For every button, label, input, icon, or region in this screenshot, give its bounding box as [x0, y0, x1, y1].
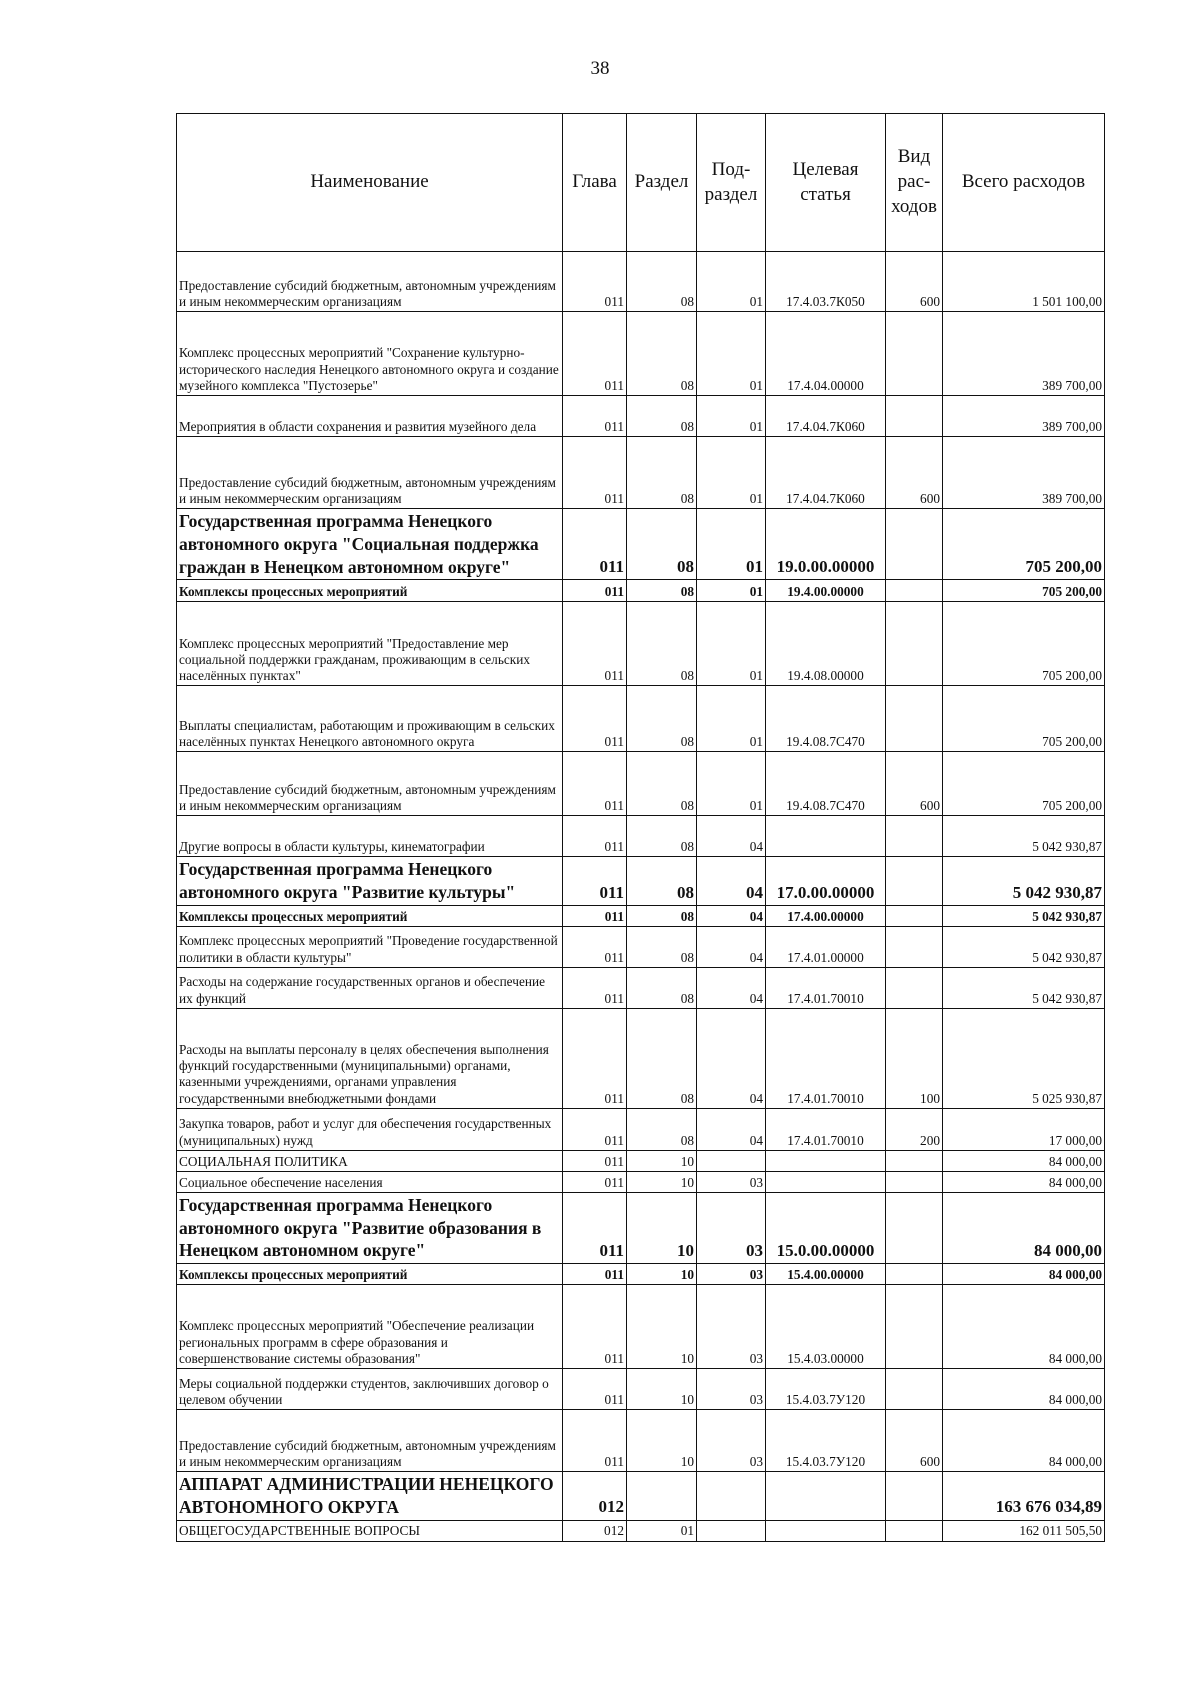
- row-glava: 011: [563, 580, 627, 602]
- row-vid: [886, 1192, 943, 1263]
- table-row: [177, 1410, 1105, 1472]
- row-statya: 15.4.03.7У120: [766, 1369, 886, 1410]
- row-glava: 012: [563, 1520, 627, 1541]
- table-row: [177, 752, 1105, 816]
- row-name: Предоставление субсидий бюджетным, автономным учреждениям и иным некоммерческим организациям: [177, 252, 563, 312]
- row-total: 84 000,00: [943, 1150, 1105, 1171]
- row-podrazdel: 03: [697, 1171, 766, 1192]
- row-glava: 011: [563, 396, 627, 437]
- row-glava: 011: [563, 686, 627, 752]
- row-total: 84 000,00: [943, 1410, 1105, 1472]
- table-row: [177, 509, 1105, 580]
- row-total: 705 200,00: [943, 686, 1105, 752]
- row-total: 705 200,00: [943, 752, 1105, 816]
- row-podrazdel: 01: [697, 437, 766, 509]
- row-total: 84 000,00: [943, 1285, 1105, 1369]
- row-name: ОБЩЕГОСУДАРСТВЕННЫЕ ВОПРОСЫ: [177, 1520, 563, 1541]
- row-name: Предоставление субсидий бюджетным, автономным учреждениям и иным некоммерческим организациям: [177, 437, 563, 509]
- row-podrazdel: 01: [697, 252, 766, 312]
- table-row: [177, 1150, 1105, 1171]
- row-razdel: 10: [627, 1285, 697, 1369]
- row-glava: 011: [563, 752, 627, 816]
- row-name: Предоставление субсидий бюджетным, автономным учреждениям и иным некоммерческим организациям: [177, 752, 563, 816]
- column-header-glava: Глава: [563, 114, 627, 252]
- row-total: 389 700,00: [943, 396, 1105, 437]
- row-glava: 011: [563, 602, 627, 686]
- row-statya: 17.4.01.70010: [766, 1008, 886, 1108]
- table-row: [177, 602, 1105, 686]
- row-total: 1 501 100,00: [943, 252, 1105, 312]
- row-podrazdel: 01: [697, 752, 766, 816]
- row-total: 5 025 930,87: [943, 1008, 1105, 1108]
- row-vid: [886, 816, 943, 857]
- table-row: [177, 1264, 1105, 1285]
- row-razdel: 08: [627, 509, 697, 580]
- row-vid: [886, 1520, 943, 1541]
- row-glava: 011: [563, 1369, 627, 1410]
- row-vid: 600: [886, 252, 943, 312]
- row-statya: 19.4.08.7С470: [766, 752, 886, 816]
- row-glava: 011: [563, 1171, 627, 1192]
- table-row: [177, 252, 1105, 312]
- table-row: [177, 312, 1105, 396]
- row-vid: [886, 312, 943, 396]
- row-name: Расходы на выплаты персоналу в целях обеспечения выполнения функций государственными (муниципальными) органами, казенными учреждениями, органами управления государственными внебюджетными фондами: [177, 1008, 563, 1108]
- row-podrazdel: 04: [697, 926, 766, 967]
- row-statya: 17.4.01.00000: [766, 926, 886, 967]
- row-podrazdel: 04: [697, 905, 766, 926]
- row-glava: 011: [563, 905, 627, 926]
- table-row: [177, 437, 1105, 509]
- row-razdel: 08: [627, 1008, 697, 1108]
- row-total: 389 700,00: [943, 312, 1105, 396]
- row-statya: 17.4.01.70010: [766, 967, 886, 1008]
- row-vid: [886, 509, 943, 580]
- row-statya: 17.4.04.00000: [766, 312, 886, 396]
- row-statya: 19.4.08.00000: [766, 602, 886, 686]
- column-header-podrazdel: Под-раздел: [697, 114, 766, 252]
- row-statya: [766, 1150, 886, 1171]
- row-total: 84 000,00: [943, 1171, 1105, 1192]
- row-glava: 011: [563, 1192, 627, 1263]
- row-podrazdel: 03: [697, 1264, 766, 1285]
- row-vid: [886, 396, 943, 437]
- row-glava: 011: [563, 1410, 627, 1472]
- row-name: Расходы на содержание государственных органов и обеспечение их функций: [177, 967, 563, 1008]
- column-header-name: Наименование: [177, 114, 563, 252]
- row-razdel: 10: [627, 1150, 697, 1171]
- row-name: Социальное обеспечение населения: [177, 1171, 563, 1192]
- row-glava: 011: [563, 1264, 627, 1285]
- column-header-total: Всего расходов: [943, 114, 1105, 252]
- row-glava: 011: [563, 1008, 627, 1108]
- row-vid: [886, 1285, 943, 1369]
- row-statya: 19.0.00.00000: [766, 509, 886, 580]
- row-name: Выплаты специалистам, работающим и проживающим в сельских населённых пунктах Ненецкого автономного округа: [177, 686, 563, 752]
- row-podrazdel: 01: [697, 602, 766, 686]
- row-vid: [886, 1472, 943, 1521]
- row-razdel: 08: [627, 816, 697, 857]
- row-podrazdel: 01: [697, 509, 766, 580]
- row-total: 5 042 930,87: [943, 926, 1105, 967]
- row-total: 705 200,00: [943, 509, 1105, 580]
- table-row: [177, 905, 1105, 926]
- row-name: Комплекс процессных мероприятий "Предоставление мер социальной поддержки гражданам, проживающим в сельских населённых пунктах": [177, 602, 563, 686]
- table-row: [177, 926, 1105, 967]
- row-vid: [886, 1171, 943, 1192]
- row-statya: 19.4.08.7С470: [766, 686, 886, 752]
- row-name: Мероприятия в области сохранения и развития музейного дела: [177, 396, 563, 437]
- row-podrazdel: [697, 1150, 766, 1171]
- row-razdel: 08: [627, 967, 697, 1008]
- row-glava: 011: [563, 926, 627, 967]
- row-statya: 15.0.00.00000: [766, 1192, 886, 1263]
- row-razdel: 08: [627, 926, 697, 967]
- row-statya: 17.4.04.7К060: [766, 396, 886, 437]
- row-razdel: 10: [627, 1171, 697, 1192]
- row-podrazdel: 03: [697, 1192, 766, 1263]
- table-row: [177, 1171, 1105, 1192]
- row-podrazdel: 03: [697, 1285, 766, 1369]
- row-glava: 011: [563, 1108, 627, 1150]
- row-vid: 600: [886, 752, 943, 816]
- row-statya: 17.4.01.70010: [766, 1108, 886, 1150]
- row-name: Меры социальной поддержки студентов, заключивших договор о целевом обучении: [177, 1369, 563, 1410]
- table-row: [177, 580, 1105, 602]
- row-statya: 17.4.03.7К050: [766, 252, 886, 312]
- row-vid: 100: [886, 1008, 943, 1108]
- row-total: 17 000,00: [943, 1108, 1105, 1150]
- table-row: [177, 1285, 1105, 1369]
- row-vid: [886, 905, 943, 926]
- row-name: СОЦИАЛЬНАЯ ПОЛИТИКА: [177, 1150, 563, 1171]
- row-podrazdel: 04: [697, 1008, 766, 1108]
- table-row: [177, 857, 1105, 906]
- row-name: Комплекс процессных мероприятий "Проведение государственной политики в области культуры": [177, 926, 563, 967]
- column-header-razdel: Раздел: [627, 114, 697, 252]
- row-total: 5 042 930,87: [943, 905, 1105, 926]
- row-razdel: [627, 1472, 697, 1521]
- row-name: Комплексы процессных мероприятий: [177, 905, 563, 926]
- row-statya: 15.4.03.7У120: [766, 1410, 886, 1472]
- row-statya: 15.4.03.00000: [766, 1285, 886, 1369]
- row-vid: [886, 1150, 943, 1171]
- table-row: [177, 1108, 1105, 1150]
- row-glava: 012: [563, 1472, 627, 1521]
- row-podrazdel: 01: [697, 396, 766, 437]
- row-name: Комплекс процессных мероприятий "Обеспечение реализации региональных программ в сфере образования и совершенствование системы образования": [177, 1285, 563, 1369]
- row-name: Закупка товаров, работ и услуг для обеспечения государственных (муниципальных) нужд: [177, 1108, 563, 1150]
- row-razdel: 08: [627, 437, 697, 509]
- table-row: [177, 816, 1105, 857]
- row-razdel: 08: [627, 312, 697, 396]
- row-razdel: 10: [627, 1410, 697, 1472]
- row-podrazdel: 03: [697, 1369, 766, 1410]
- row-podrazdel: 03: [697, 1410, 766, 1472]
- row-podrazdel: 01: [697, 580, 766, 602]
- row-vid: 600: [886, 437, 943, 509]
- table-row: [177, 686, 1105, 752]
- row-razdel: 10: [627, 1192, 697, 1263]
- row-razdel: 08: [627, 252, 697, 312]
- row-statya: [766, 816, 886, 857]
- row-total: 162 011 505,50: [943, 1520, 1105, 1541]
- row-razdel: 10: [627, 1369, 697, 1410]
- row-total: 705 200,00: [943, 580, 1105, 602]
- row-vid: [886, 686, 943, 752]
- row-glava: 011: [563, 252, 627, 312]
- row-razdel: 08: [627, 752, 697, 816]
- row-razdel: 01: [627, 1520, 697, 1541]
- table-row: [177, 396, 1105, 437]
- row-razdel: 08: [627, 857, 697, 906]
- page-number: 38: [590, 58, 610, 79]
- row-vid: [886, 857, 943, 906]
- row-statya: [766, 1520, 886, 1541]
- row-name: АППАРАТ АДМИНИСТРАЦИИ НЕНЕЦКОГО АВТОНОМНОГО ОКРУГА: [177, 1472, 563, 1521]
- row-vid: [886, 967, 943, 1008]
- row-glava: 011: [563, 312, 627, 396]
- row-name: Государственная программа Ненецкого автономного округа "Социальная поддержка граждан в Ненецком автономном округе": [177, 509, 563, 580]
- table-row: [177, 1008, 1105, 1108]
- row-glava: 011: [563, 816, 627, 857]
- row-vid: 200: [886, 1108, 943, 1150]
- column-header-statya: Целевая статья: [766, 114, 886, 252]
- row-total: 84 000,00: [943, 1369, 1105, 1410]
- row-podrazdel: [697, 1472, 766, 1521]
- row-total: 5 042 930,87: [943, 816, 1105, 857]
- row-statya: 17.4.00.00000: [766, 905, 886, 926]
- row-statya: 17.4.04.7К060: [766, 437, 886, 509]
- row-total: 389 700,00: [943, 437, 1105, 509]
- row-statya: 19.4.00.00000: [766, 580, 886, 602]
- row-razdel: 08: [627, 1108, 697, 1150]
- row-glava: 011: [563, 967, 627, 1008]
- row-total: 705 200,00: [943, 602, 1105, 686]
- row-razdel: 08: [627, 580, 697, 602]
- table-row: [177, 1192, 1105, 1263]
- row-name: Комплексы процессных мероприятий: [177, 1264, 563, 1285]
- row-razdel: 08: [627, 905, 697, 926]
- row-glava: 011: [563, 437, 627, 509]
- row-podrazdel: 04: [697, 857, 766, 906]
- row-vid: [886, 1369, 943, 1410]
- row-vid: 600: [886, 1410, 943, 1472]
- row-name: Государственная программа Ненецкого автономного округа "Развитие культуры": [177, 857, 563, 906]
- row-podrazdel: 01: [697, 686, 766, 752]
- table-row: [177, 1369, 1105, 1410]
- table-row: [177, 1472, 1105, 1521]
- row-vid: [886, 580, 943, 602]
- row-podrazdel: [697, 1520, 766, 1541]
- table-row: [177, 967, 1105, 1008]
- row-name: Государственная программа Ненецкого автономного округа "Развитие образования в Ненецком автономном округе": [177, 1192, 563, 1263]
- row-total: 84 000,00: [943, 1192, 1105, 1263]
- row-podrazdel: 04: [697, 1108, 766, 1150]
- table-row: [177, 1520, 1105, 1541]
- budget-table: [176, 113, 1105, 1542]
- row-podrazdel: 04: [697, 816, 766, 857]
- row-razdel: 08: [627, 396, 697, 437]
- row-podrazdel: 04: [697, 967, 766, 1008]
- row-name: Комплексы процессных мероприятий: [177, 580, 563, 602]
- row-vid: [886, 926, 943, 967]
- row-statya: 17.0.00.00000: [766, 857, 886, 906]
- row-statya: [766, 1472, 886, 1521]
- row-vid: [886, 602, 943, 686]
- row-razdel: 08: [627, 602, 697, 686]
- row-glava: 011: [563, 1150, 627, 1171]
- table-header-row: [177, 114, 1105, 252]
- row-razdel: 10: [627, 1264, 697, 1285]
- row-name: Комплекс процессных мероприятий "Сохранение культурно-исторического наследия Ненецкого автономного округа и создание музейного комплекса "Пустозерье": [177, 312, 563, 396]
- table-body: [177, 252, 1105, 1542]
- row-glava: 011: [563, 857, 627, 906]
- row-name: Предоставление субсидий бюджетным, автономным учреждениям и иным некоммерческим организациям: [177, 1410, 563, 1472]
- row-statya: 15.4.00.00000: [766, 1264, 886, 1285]
- row-podrazdel: 01: [697, 312, 766, 396]
- row-razdel: 08: [627, 686, 697, 752]
- row-glava: 011: [563, 509, 627, 580]
- column-header-vid: Вид рас-ходов: [886, 114, 943, 252]
- row-statya: [766, 1171, 886, 1192]
- row-total: 5 042 930,87: [943, 967, 1105, 1008]
- row-vid: [886, 1264, 943, 1285]
- row-total: 163 676 034,89: [943, 1472, 1105, 1521]
- row-total: 5 042 930,87: [943, 857, 1105, 906]
- row-glava: 011: [563, 1285, 627, 1369]
- row-name: Другие вопросы в области культуры, кинематографии: [177, 816, 563, 857]
- row-total: 84 000,00: [943, 1264, 1105, 1285]
